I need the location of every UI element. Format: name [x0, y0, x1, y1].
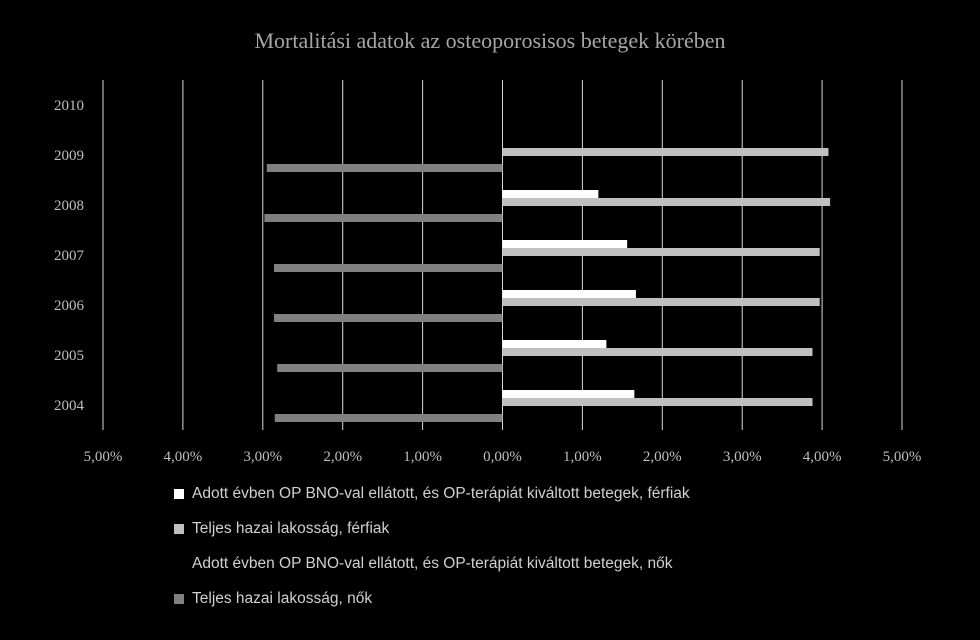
y-tick-label-2007: 2007 [54, 248, 84, 264]
bar-s1-2006 [503, 298, 820, 306]
y-tick-label-2004: 2004 [54, 398, 84, 414]
y-tick-label-2005: 2005 [54, 348, 84, 364]
legend-swatch-3 [174, 594, 184, 604]
bar-s0-2006 [503, 290, 636, 298]
x-axis-tick-labels [84, 449, 922, 465]
legend-label-1: Teljes hazai lakosság, férfiak [192, 520, 390, 537]
bar-s0-2008 [503, 190, 599, 198]
bar-s1-2007 [503, 248, 820, 256]
legend-label-0: Adott évben OP BNO-val ellátott, és OP-terápiát kiváltott betegek, férfiak [192, 485, 690, 502]
legend-label-3: Teljes hazai lakosság, nők [192, 590, 373, 607]
legend-item-3 [174, 587, 690, 611]
legend [174, 482, 690, 622]
legend-swatch-0 [174, 489, 184, 499]
y-tick-label-2008: 2008 [54, 198, 84, 214]
x-tick-label-4: 1,00% [403, 449, 442, 465]
x-tick-label-0: 5,00% [83, 449, 123, 465]
x-tick-label-1: 4,00% [163, 449, 203, 465]
legend-label-2: Adott évben OP BNO-val ellátott, és OP-terápiát kiváltott betegek, nők [192, 555, 673, 572]
bar-s1-2008 [503, 198, 831, 206]
x-tick-label-8: 3,00% [722, 449, 762, 465]
legend-swatch-2 [174, 559, 184, 569]
y-tick-label-2009: 2009 [54, 148, 84, 164]
legend-item-2 [174, 552, 690, 576]
legend-item-0 [174, 482, 690, 506]
bar-s0-2007 [503, 240, 628, 248]
x-tick-label-5: 0,00% [483, 449, 522, 465]
x-tick-label-6: 1,00% [563, 449, 602, 465]
bars [264, 148, 830, 422]
bar-s3-2008 [264, 214, 502, 222]
bar-s3-2009 [267, 164, 503, 172]
x-tick-label-10: 5,00% [882, 449, 922, 465]
x-tick-label-2: 3,00% [243, 449, 283, 465]
y-tick-label-2006: 2006 [54, 298, 84, 314]
x-tick-label-7: 2,00% [642, 449, 682, 465]
bar-s3-2005 [277, 364, 502, 372]
x-tick-label-9: 4,00% [802, 449, 842, 465]
chart-title: Mortalitási adatok az osteoporosisos betegek körében [254, 28, 726, 53]
bar-s0-2005 [503, 340, 607, 348]
bar-s3-2004 [275, 414, 503, 422]
bar-s1-2005 [503, 348, 813, 356]
bar-s0-2004 [503, 390, 635, 398]
legend-item-1 [174, 517, 690, 541]
y-tick-label-2010: 2010 [54, 98, 84, 114]
bar-s3-2007 [274, 264, 503, 272]
y-axis-tick-labels [54, 98, 85, 414]
legend-swatch-1 [174, 524, 184, 534]
bar-s1-2009 [503, 148, 829, 156]
bar-s3-2006 [274, 314, 503, 322]
x-tick-label-3: 2,00% [323, 449, 363, 465]
bar-s1-2004 [503, 398, 813, 406]
